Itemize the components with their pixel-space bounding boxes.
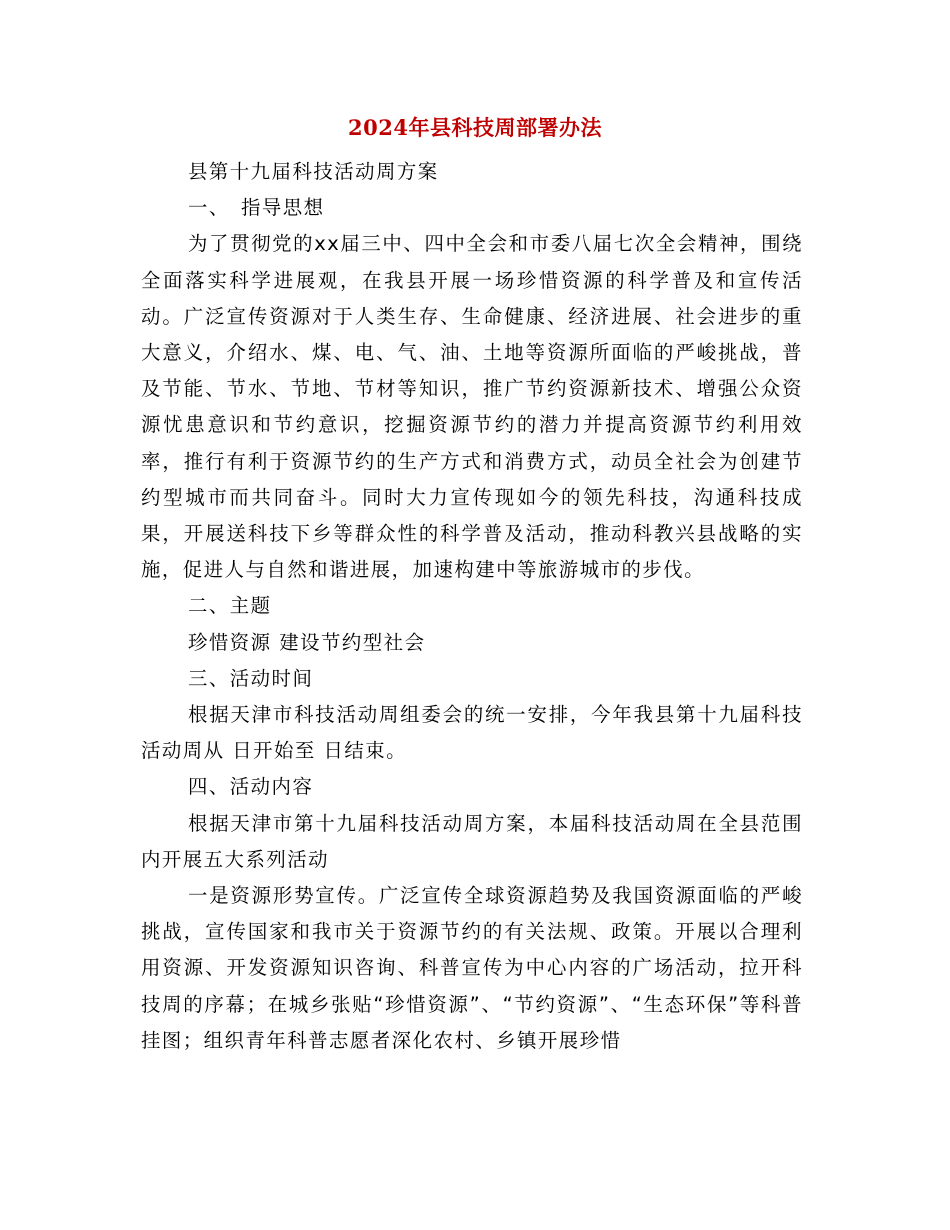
document-title: 2024年县科技周部署办法	[348, 115, 602, 140]
activity-time-paragraph: 根据天津市科技活动周组委会的统一安排，今年我县第十九届科技活动周从 日开始至 日结束。	[141, 703, 803, 763]
resource-situation-paragraph: 一是资源形势宣传。广泛宣传全球资源趋势及我国资源面临的严峻挑战，宣传国家和我市关于资源节约的有关法规、政策。开展以合理利用资源、开发资源知识咨询、科普宣传为中心内容的广场活动，拉开科技周的序幕；在城乡张贴“珍惜资源”、“节约资源”、“生态环保”等科普挂图；组织青年科普志愿者深化农村、乡镇开展珍惜	[141, 884, 803, 1052]
plan-heading: 县第十九届科技活动周方案	[188, 160, 439, 183]
theme-text: 珍惜资源 建设节约型社会	[188, 630, 426, 654]
activity-content-intro-paragraph: 根据天津市第十九届科技活动周方案，本届科技活动周在全县范围内开展五大系列活动	[141, 811, 803, 871]
guiding-ideology-paragraph: 为了贯彻党的xx届三中、四中全会和市委八届七次全会精神，围绕全面落实科学进展观，在我县开展一场珍惜资源的科学普及和宣传活动。广泛宣传资源对于人类生存、生命健康、经济进展、社会进步的重大意义，介绍水、煤、电、气、油、土地等资源所面临的严峻挑战，普及节能、节水、节地、节材等知识，推广节约资源新技术、增强公众资源忧患意识和节约意识，挖掘资源节约的潜力并提高资源节约利用效率，推行有利于资源节约的生产方式和消费方式，动员全社会为创建节约型城市而共同奋斗。同时大力宣传现如今的领先科技，沟通科技成果，开展送科技下乡等群众性的科学普及活动，推动科教兴县战略的实施，促进人与自然和谐进展，加速构建中等旅游城市的步伐。	[141, 232, 803, 582]
section-heading-theme: 二、主题	[188, 594, 272, 618]
section-heading-activity-content: 四、活动内容	[188, 775, 314, 799]
document-body	[141, 154, 803, 1059]
section-heading-guiding-ideology: 一、 指导思想	[188, 196, 325, 220]
section-heading-activity-time: 三、活动时间	[188, 666, 314, 690]
